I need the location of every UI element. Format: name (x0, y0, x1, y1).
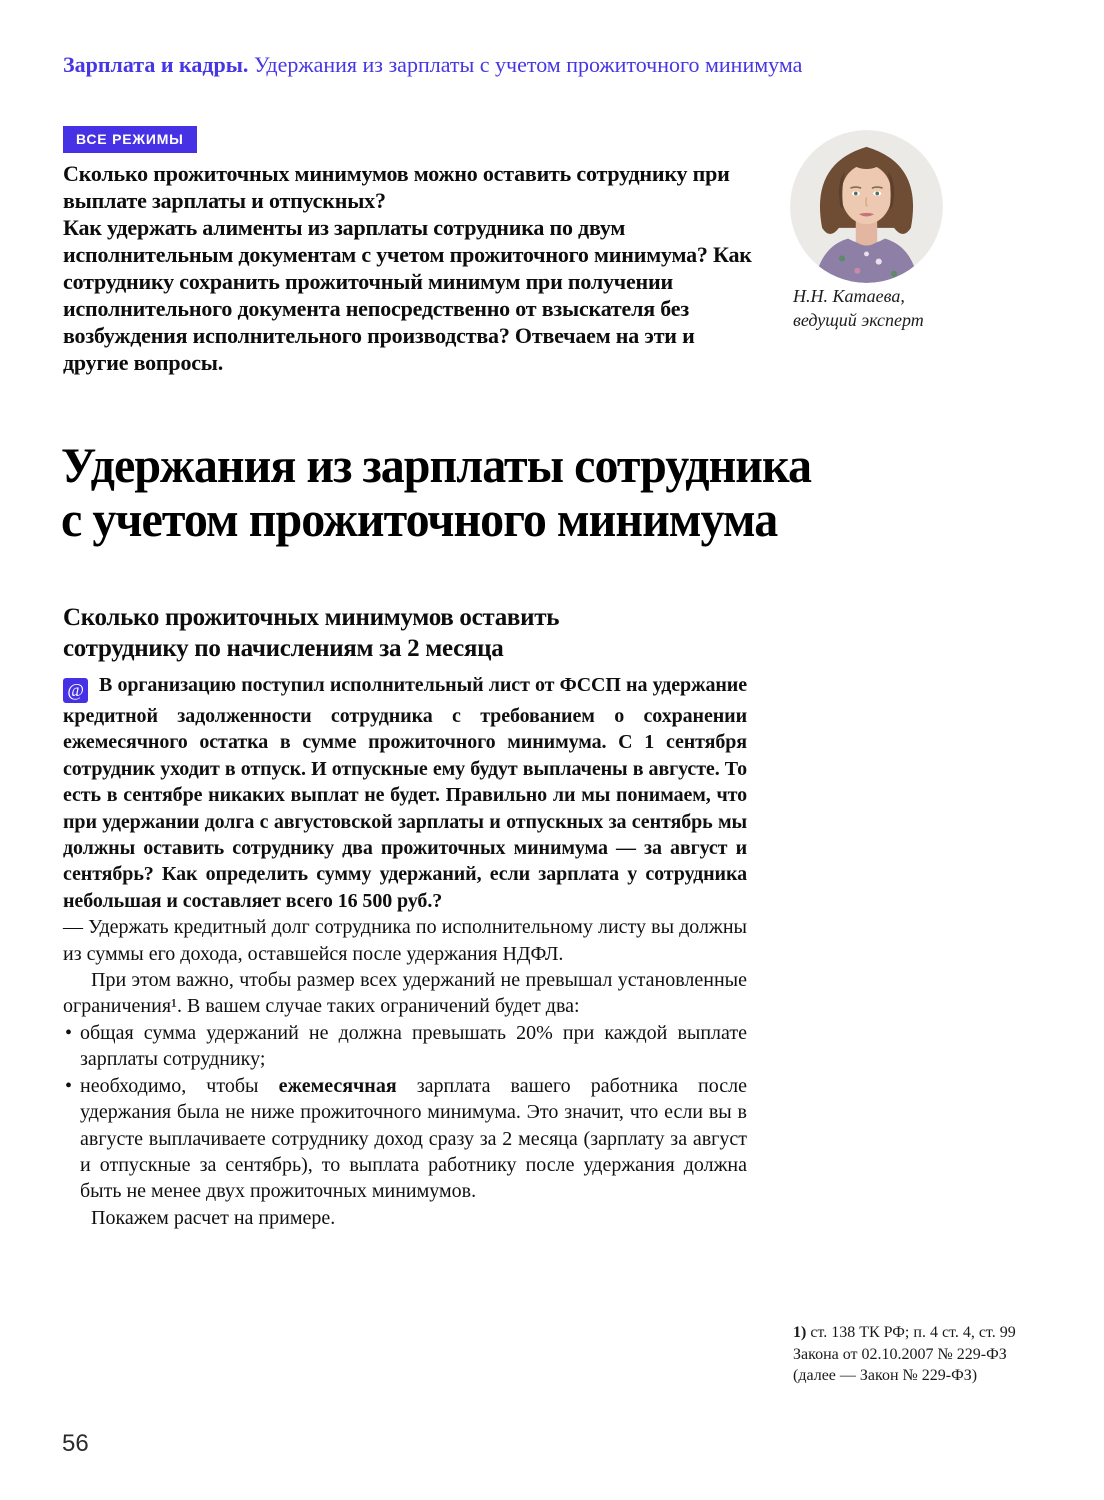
author-caption (793, 284, 924, 332)
intro-question-1: Сколько прожиточных минимумов можно оставить сотруднику при выплате зарплаты и отпускных? (63, 161, 730, 213)
all-modes-badge: ВСЕ РЕЖИМЫ (63, 126, 197, 153)
answer-paragraph-3: Покажем расчет на примере. (91, 1206, 336, 1229)
running-head-section: Зарплата и кадры. (63, 52, 249, 77)
section-subheading (63, 602, 559, 664)
subheading-line2: сотруднику по начислениям за 2 месяца (63, 635, 504, 662)
article-body (63, 672, 747, 1231)
bullet-icon: • (65, 1021, 73, 1044)
answer-paragraph-1: — Удержать кредитный долг сотрудника по исполнительному листу вы должны из суммы его дохода, оставшейся после удержания НДФЛ. (63, 916, 747, 965)
author-role: ведущий эксперт (793, 310, 924, 330)
reader-question (63, 672, 747, 914)
article-title (61, 438, 811, 546)
footnote-marker: 1) (793, 1324, 807, 1341)
list-item (63, 1073, 747, 1205)
footnote-text: ст. 138 ТК РФ; п. 4 ст. 4, ст. 99 Закона от 02.10.2007 № 229-ФЗ (далее — Закон № 229-ФЗ) (793, 1324, 1016, 1384)
list-item-text-post: зарплата вашего работника после удержания была не ниже прожиточного минимума. Это значит, что если вы в августе выплачиваете сотруднику доход сразу за 2 месяца (зарплату за август и отпускные за сентябрь), то выплата работнику после удержания должна быть не менее двух прожиточных минимумов. (80, 1074, 747, 1203)
subheading-line1: Сколько прожиточных минимумов оставить (63, 604, 560, 631)
running-head (63, 52, 1043, 78)
reader-question-text: В организацию поступил исполнительный лист от ФССП на удержание кредитной задолженности сотрудника с требованием о сохранении ежемесячного остатка в сумме прожиточного минимума. С 1 сентября сотрудник уходит в отпуск. И отпускные ему будут выплачены в августе. То есть в сентябре никаких выплат не будет. Правильно ли мы понимаем, что при удержании долга с августовской зарплаты и отпускных за сентябрь мы должны оставить сотруднику два прожиточных минимума — за август и сентябрь? Как определить сумму удержаний, если зарплата у сотрудника небольшая и составляет всего 16 500 руб.? (63, 674, 747, 912)
limits-list (63, 1020, 747, 1205)
bullet-icon: • (65, 1074, 73, 1097)
article-title-line1: Удержания из зарплаты сотрудника (61, 437, 811, 493)
author-name: Н.Н. Катаева, (793, 286, 905, 306)
list-item-text-pre: необходимо, чтобы (80, 1074, 279, 1097)
intro-question-2: Как удержать алименты из зарплаты сотрудника по двум исполнительным документам с учетом прожиточного минимума? Как сотруднику сохранить прожиточный минимум при получении исполнительного документа непосредственно от взыскателя без возбуждения исполнительного производства? Отвечаем на эти и другие вопросы. (63, 215, 752, 375)
intro-summary (63, 160, 753, 376)
author-photo (790, 130, 943, 283)
footnote-1 (793, 1322, 1025, 1387)
author-portrait-illustration (790, 130, 943, 283)
answer-paragraph-2: При этом важно, чтобы размер всех удержаний не превышал установленные ограничения¹. В вашем случае таких ограничений будет два: (63, 969, 747, 1018)
list-item-text: общая сумма удержаний не должна превышать 20% при каждой выплате зарплаты сотруднику; (80, 1021, 747, 1071)
list-item (63, 1020, 747, 1073)
running-head-article: Удержания из зарплаты с учетом прожиточного минимума (253, 52, 803, 77)
article-title-line2: с учетом прожиточного минимума (61, 491, 778, 547)
list-item-text-bold: ежемесячная (278, 1074, 397, 1097)
email-at-icon: @ (63, 678, 88, 703)
page-number: 56 (62, 1430, 89, 1457)
